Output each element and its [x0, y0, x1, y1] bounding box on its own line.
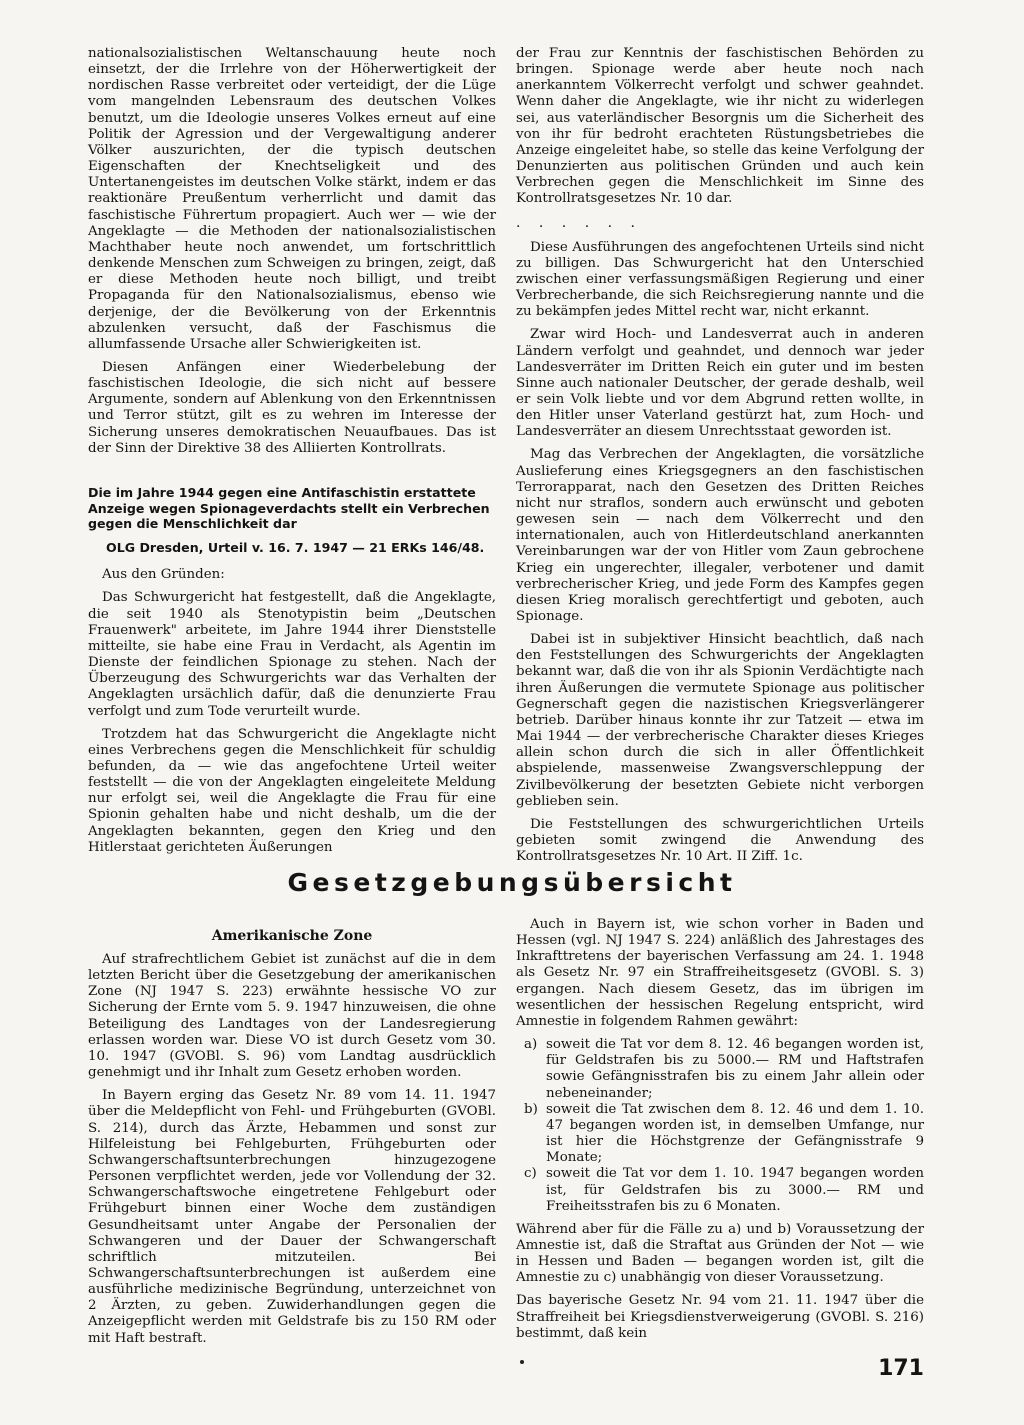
- paragraph: der Frau zur Kenntnis der faschistischen Behörden zu bringen. Spionage werde aber heute noch nach anerkanntem Völkerrecht verfolgt und schwer geahndet. Wenn daher die Angeklagte, wie ihr nicht zu widerlegen sei, aus vaterländischer Besorgnis um die Sicherheit des von ihr für bedroht erachteten Rüstungsbetriebes die Anzeige eingeleitet habe, so stelle das keine Verfolgung der Denunzierten aus politischen Gründen und auch kein Verbrechen gegen die Menschlichkeit im Sinne des Kontrollratsgesetzes Nr. 10 dar.: [516, 46, 924, 207]
- paragraph: Auch in Bayern ist, wie schon vorher in Baden und Hessen (vgl. NJ 1947 S. 224) anläßlich des Jahrestages des Inkrafttretens der bayerischen Verfassung am 24. 1. 1948 als Gesetz Nr. 97 ein Straffreiheitsgesetz (GVOBl. S. 3) ergangen. Nach diesem Gesetz, das im übrigen im wesentlichen der hessischen Regelung entspricht, wird Amnestie in folgendem Rahmen gewährt:: [516, 917, 924, 1029]
- case-heading: Die im Jahre 1944 gegen eine Antifaschistin erstattete Anzeige wegen Spionageverdachts stellt ein Verbrechen gegen die Menschlichkeit dar: [88, 484, 490, 532]
- paragraph: Aus den Gründen:: [102, 567, 225, 583]
- paragraph: Trotzdem hat das Schwurgericht die Angeklagte nicht eines Verbrechens gegen die Menschlichkeit für schuldig befunden, da — wie das angefochtene Urteil weiter feststellt — die von der Angeklagten eingeleitete Meldung nur erfolgt sei, weil die Angeklagte die Frau für eine Spionin gehalten habe und nicht deshalb, um die der Angeklagten bekannten, gegen den Krieg und den Hitlerstaat gerichteten Äußerungen: [88, 726, 496, 855]
- list-item: [516, 1166, 924, 1214]
- amnesty-list: [516, 1037, 924, 1215]
- paragraph: Das bayerische Gesetz Nr. 94 vom 21. 11. 1947 über die Straffreiheit bei Kriegsdienstverweigerung (GVOBl. S. 216) bestimmt, daß kein: [516, 1293, 924, 1341]
- right-column-upper: [516, 46, 924, 872]
- list-item-text: soweit die Tat vor dem 8. 12. 46 begangen worden ist, für Geldstrafen bis zu 5000.— RM und Haftstrafen sowie Gefängnisstrafen bis zu einem Jahr allein oder nebeneinander;: [546, 1037, 924, 1101]
- left-column-lower: [88, 928, 496, 1354]
- list-marker: a): [524, 1037, 538, 1053]
- list-item: [516, 1102, 924, 1167]
- section-title: Gesetzgebungsübersicht: [287, 868, 737, 897]
- right-column-lower: [516, 917, 924, 1349]
- paragraph: In Bayern erging das Gesetz Nr. 89 vom 14. 11. 1947 über die Meldepflicht von Fehl- und Frühgeburten (GVOBl. S. 214), durch das Ärzte, Hebammen und sonst zur Hilfeleistung bei Fehlgeburten, Frühgeburten oder Schwangerschaftsunterbrechungen hinzugezogene Personen verpflichtet werden, jede vor Vollendung der 32. Schwangerschaftswoche eingetretene Fehlgeburt oder Frühgeburt binnen einer Woche dem zuständigen Gesundheitsamt unter Angabe der Personalien der Schwangeren und der Dauer der Schwangerschaft schriftlich mitzuteilen. Bei Schwangerschaftsunterbrechungen ist außerdem eine ausführliche medizinische Begründung, unterzeichnet von 2 Ärzten, zu geben. Zuwiderhandlungen gegen die Anzeigepflicht werden mit Geldstrafe bis zu 150 RM oder mit Haft bestraft.: [88, 1088, 496, 1346]
- paragraph: Auf strafrechtlichem Gebiet ist zunächst auf die in dem letzten Bericht über die Gesetzgebung der amerikanischen Zone (NJ 1947 S. 223) erwähnte hessische VO zur Sicherung der Ernte vom 5. 9. 1947 hinzuweisen, die ohne Beteiligung des Landtages von der Landesregierung erlassen worden war. Diese VO ist durch Gesetz vom 30. 10. 1947 (GVOBl. S. 96) vom Landtag ausdrücklich genehmigt und ihr Inhalt zum Gesetz erhoben worden.: [88, 952, 496, 1081]
- paragraph: Die Feststellungen des schwurgerichtlichen Urteils gebieten somit zwingend die Anwendung des Kontrollratsgesetzes Nr. 10 Art. II Ziff. 1c.: [516, 816, 924, 865]
- ellipsis-marker: . . . . . .: [516, 214, 642, 231]
- list-item: [516, 1037, 924, 1102]
- paragraph: Das Schwurgericht hat festgestellt, daß die Angeklagte, die seit 1940 als Stenotypistin beim „Deutschen Frauenwerk" arbeitete, im Jahre 1944 ihrer Dienststelle mitteilte, sie habe eine Frau in Verdacht, als Agentin im Dienste der feindlichen Spionage zu stehen. Nach der Überzeugung des Schwurgerichts war das Verhalten der Angeklagten ursächlich dafür, daß die denunzierte Frau verfolgt und zum Tode verurteilt wurde.: [88, 590, 496, 719]
- paragraph: Zwar wird Hoch- und Landesverrat auch in anderen Ländern verfolgt und geahndet, und dennoch war jeder Landesverräter im Dritten Reich ein guter und im besten Sinne auch nationaler Deutscher, der gerade deshalb, weil er sein Volk liebte und vor dem Abgrund retten wollte, in den Hitler unser Vaterland gestürzt hat, zum Hoch- und Landesverräter an diesem Unrechtsstaat geworden ist.: [516, 327, 924, 440]
- list-item-text: soweit die Tat vor dem 1. 10. 1947 begangen worden ist, für Geldstrafen bis zu 3000.— RM und Freiheitsstrafen bis zu 6 Monaten.: [546, 1166, 924, 1214]
- paragraph: Diesen Anfängen einer Wiederbelebung der faschistischen Ideologie, die sich nicht auf bessere Argumente, sondern auf Ablenkung von den Erkenntnissen und Terror stützt, gilt es zu wehren im Interesse der Sicherung unseres demokratischen Neuaufbaues. Das ist der Sinn der Direktive 38 des Alliierten Kontrollrats.: [88, 359, 496, 456]
- case-citation: OLG Dresden, Urteil v. 16. 7. 1947 — 21 ERKs 146/48.: [106, 539, 485, 555]
- list-marker: b): [524, 1101, 538, 1117]
- page-number: 171: [878, 1356, 924, 1381]
- paragraph: Diese Ausführungen des angefochtenen Urteils sind nicht zu billigen. Das Schwurgericht hat den Unterschied zwischen einer verfassungsmäßigen Regierung und einer Verbrecherbande, die sich Reichsregierung nannte und die zu bekämpfen jedes Mittel recht war, nicht erkannt.: [516, 239, 924, 320]
- list-marker: c): [524, 1166, 537, 1182]
- print-speck: [520, 1360, 524, 1364]
- paragraph: Dabei ist in subjektiver Hinsicht beachtlich, daß nach den Feststellungen des Schwurgerichts der Angeklagten bekannt war, daß die von ihr als Spionin Verdächtigte nach ihren Äußerungen die vermutete Spionage aus politischer Gegnerschaft gegen die nazistischen Kriegsverlängerer betrieb. Darüber hinaus konnte ihr zur Tatzeit — etwa im Mai 1944 — der verbrecherische Charakter dieses Krieges allein schon durch die sich in aller Öffentlichkeit abspielende, massenweise Zwangsverschleppung der Zivilbevölkerung der besetzten Gebiete nicht verborgen geblieben sein.: [516, 632, 924, 809]
- left-column-upper: [88, 46, 496, 863]
- list-item-text: soweit die Tat zwischen dem 8. 12. 46 und dem 1. 10. 47 begangen worden ist, in demselben Umfange, nur ist hier die Höchstgrenze der Gefängnisstrafe 9 Monate;: [546, 1101, 924, 1166]
- zone-subtitle: Amerikanische Zone: [211, 928, 373, 944]
- paragraph: Während aber für die Fälle zu a) und b) Voraussetzung der Amnestie ist, daß die Straftat aus Gründen der Not — wie in Hessen und Baden — begangen worden ist, gilt die Amnestie zu c) unabhängig von dieser Voraussetzung.: [516, 1221, 924, 1286]
- paragraph: nationalsozialistischen Weltanschauung heute noch einsetzt, der die Irrlehre von der Höherwertigkeit der nordischen Rasse verbreitet oder verteidigt, der die Lüge vom mangelnden Lebensraum des deutschen Volkes benutzt, um die Ideologie unseres Volkes erneut auf eine Politik der Agression und der Vergewaltigung anderer Völker auszurichten, der die typisch deutschen Eigenschaften der Knechtseligkeit und des Untertanengeistes im deutschen Volke stärkt, indem er das reaktionäre Preußentum verherrlicht und damit das faschistische Führertum propagiert. Auch wer — wie der Angeklagte — die Methoden der nationalsozialistischen Machthaber heute noch anwendet, um fortschrittlich denkende Menschen zum Schweigen zu bringen, zeigt, daß er diese Methoden heute noch billigt, und treibt Propaganda für den Nationalsozialismus, ebenso wie derjenige, der die Bevölkerung von der Erkenntnis abzulenken versucht, daß der Faschismus die allumfassende Ursache aller Schwierigkeiten ist.: [88, 46, 496, 352]
- paragraph: Mag das Verbrechen der Angeklagten, die vorsätzliche Auslieferung eines Kriegsgegners an den faschistischen Terrorapparat, nach den Gesetzen des Dritten Reiches nicht nur straflos, sondern auch erwünscht und geboten gewesen sein — nach dem Völkerrecht und den internationalen, auch von Hitlerdeutschland anerkannten Vereinbarungen war der von Hitler vom Zaun gebrochene Krieg ein ungerechter, illegaler, verbotener und damit verbrecherischer Krieg, und jede Form des Kampfes gegen diesen Krieg moralisch gerechtfertigt und geboten, auch Spionage.: [516, 447, 924, 624]
